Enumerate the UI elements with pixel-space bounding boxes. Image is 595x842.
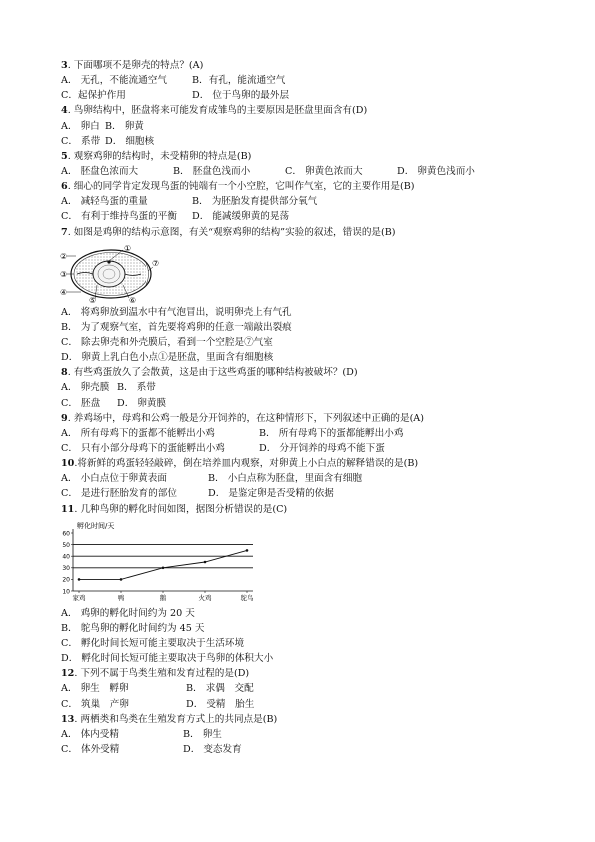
x-tick-label: 鹅 [159, 593, 167, 602]
egg-structure-figure [61, 241, 561, 303]
option-c: C． 胚盘 [61, 397, 101, 409]
question-13-stem [61, 712, 561, 727]
option-a: A． 将鸡卵放到温水中有气泡冒出，说明卵壳上有气孔 [61, 306, 292, 318]
y-tick-label: 20 [62, 576, 70, 584]
question-11-option-d [61, 651, 561, 666]
option-c: C． 筑巢 产卵 [61, 698, 129, 710]
question-number: 6 [61, 181, 68, 193]
question-7-option-b [61, 320, 561, 335]
question-text: . 两栖类和鸟类在生殖发育方式上的共同点是(B) [74, 713, 278, 725]
question-text: . 几种鸟卵的孵化时间如图，据图分析错误的是(C) [74, 503, 288, 515]
option-d: D． 受精 胎生 [186, 698, 255, 710]
question-11-option-a [61, 606, 561, 621]
question-number: 11 [61, 503, 75, 515]
y-tick-label: 50 [62, 541, 70, 549]
option-b: B． 胚盘色浅而小 [173, 165, 251, 177]
option-b: B． 为胚胎发育提供部分氧气 [192, 196, 318, 208]
x-tick-label: 鸭 [117, 593, 125, 602]
question-7-option-a [61, 305, 561, 320]
label-4: ④ [60, 287, 68, 297]
question-7-option-d [61, 350, 561, 365]
question-number: 8 [61, 367, 68, 379]
label-5: ⑤ [89, 295, 97, 305]
x-tick-label: 鸵鸟 [240, 593, 254, 602]
worksheet [61, 58, 561, 757]
option-a: A． 小白点位于卵黄表面 [61, 473, 167, 485]
question-10-stem [61, 456, 561, 471]
y-tick-label: 60 [62, 529, 70, 537]
data-point [120, 578, 123, 581]
option-b: B． 卵生 [183, 728, 222, 740]
question-3-options-ab [61, 73, 561, 88]
option-b: B． 求偶 交配 [186, 683, 254, 695]
option-c: C． 孵化时间长短可能主要取决于生活环境 [61, 637, 245, 649]
label-2: ② [60, 251, 68, 261]
data-point [204, 560, 207, 563]
question-6-options-cd [61, 209, 561, 224]
question-8-options-cd [61, 396, 561, 411]
option-c: C． 卵黄色浓而大 [285, 165, 363, 177]
option-d: D． 分开饲养的母鸡不能下蛋 [259, 442, 385, 454]
question-4-options-cd [61, 134, 561, 149]
label-6: ⑥ [129, 295, 137, 305]
y-tick-label: 30 [62, 564, 70, 572]
question-4-stem [61, 103, 561, 118]
question-text: . 鸟卵结构中，胚盘将来可能发育成雏鸟的主要原因是胚盘里面含有(D) [67, 105, 368, 117]
question-11-option-b [61, 621, 561, 636]
y-tick-label: 10 [62, 587, 70, 595]
y-tick-label: 40 [62, 553, 70, 561]
question-11-stem [61, 502, 561, 517]
question-number: 9 [61, 412, 68, 424]
option-d: D． 位于鸟卵的最外层 [192, 90, 290, 102]
egg-diagram [61, 241, 161, 303]
option-b: B． 为了观察气室，首先要将鸡卵的任意一端敲出裂痕 [61, 321, 292, 333]
question-4-options-ab [61, 119, 561, 134]
option-a: A． 无孔，不能流通空气 [61, 75, 167, 87]
option-a: A． 卵生 孵卵 [61, 683, 129, 695]
chart-title: 孵化时间/天 [77, 521, 115, 530]
question-number: 12 [61, 668, 75, 680]
question-12-stem [61, 666, 561, 681]
question-3-options-cd [61, 88, 561, 103]
option-b: B．有孔，能流通空气 [192, 75, 286, 87]
option-a: A． 胚盘色浓而大 [61, 165, 139, 177]
option-d: D． 卵黄色浅而小 [397, 165, 475, 177]
option-b: B． 鸵鸟卵的孵化时间约为 45 天 [61, 622, 205, 634]
question-11-option-c [61, 636, 561, 651]
question-number: 10 [61, 458, 75, 470]
question-text: . 观察鸡卵的结构时，未受精卵的特点是(B) [67, 150, 252, 162]
option-d: D． 变态发育 [183, 743, 242, 755]
question-7-stem [61, 225, 561, 240]
x-tick-label: 火鸡 [198, 593, 212, 602]
label-3: ③ [60, 269, 68, 279]
option-b: B． 小白点称为胚盘，里面含有细胞 [208, 473, 363, 485]
question-9-options-ab [61, 426, 561, 441]
question-9-options-cd [61, 441, 561, 456]
question-5-options [61, 164, 561, 179]
question-3-stem [61, 58, 561, 73]
option-a: A． 所有母鸡下的蛋都不能孵出小鸡 [61, 427, 215, 439]
option-c: C． 有利于维持鸟蛋的平衡 [61, 211, 177, 223]
option-c: C． 只有小部分母鸡下的蛋能孵出小鸡 [61, 442, 225, 454]
question-text: . 养鸡场中，母鸡和公鸡一般是分开饲养的，在这种情形下，下列叙述中正确的是(A) [67, 412, 424, 424]
question-12-options-cd [61, 697, 561, 712]
option-d: D． 细胞核 [105, 135, 155, 147]
question-text: . 有些鸡蛋放久了会散黄，这是由于这些鸡蛋的哪种结构被破坏？(D) [67, 367, 358, 379]
question-6-stem [61, 179, 561, 194]
option-a: A． 减轻鸟蛋的重量 [61, 196, 148, 208]
question-8-options-ab [61, 380, 561, 395]
question-9-stem [61, 411, 561, 426]
data-point [78, 578, 81, 581]
option-d: D． 孵化时间长短可能主要取决于鸟卵的体积大小 [61, 653, 274, 665]
question-5-stem [61, 149, 561, 164]
question-number: 4 [61, 105, 68, 117]
option-a: A． 卵壳膜 [61, 382, 110, 394]
question-text: .将新鲜的鸡蛋轻轻敲碎，倒在培养皿内观察，对卵黄上小白点的解释错误的是(B) [74, 458, 419, 470]
option-d: D． 卵黄上乳白色小点①是胚盘，里面含有细胞核 [61, 352, 274, 364]
option-b: B． 系带 [117, 382, 156, 394]
question-number: 5 [61, 150, 68, 162]
question-text: . 下面哪项不是卵壳的特点？(A) [67, 60, 204, 71]
option-b: B． 所有母鸡下的蛋都能孵出小鸡 [259, 427, 404, 439]
question-number: 13 [61, 713, 75, 725]
data-point [246, 549, 249, 552]
question-number: 7 [61, 226, 68, 238]
series-line [79, 550, 247, 579]
question-10-options-cd [61, 486, 561, 501]
question-text: . 如图是鸡卵的结构示意图，有关“观察鸡卵的结构”实验的叙述，错误的是(B) [67, 226, 396, 238]
option-d: D． 卵黄膜 [117, 397, 167, 409]
option-c: C． 是进行胚胎发育的部位 [61, 488, 177, 500]
hatching-time-chart [61, 519, 561, 603]
question-13-options-cd [61, 742, 561, 757]
option-c: C． 体外受精 [61, 743, 120, 755]
option-d: D． 能减缓卵黄的晃荡 [192, 211, 290, 223]
data-point [162, 566, 165, 569]
label-1: ① [124, 243, 132, 253]
option-a: A． 体内受精 [61, 728, 119, 740]
question-8-stem [61, 365, 561, 380]
option-c: C．起保护作用 [61, 90, 126, 102]
label-7: ⑦ [152, 258, 160, 268]
option-d: D． 是鉴定卵是否受精的依据 [208, 488, 334, 500]
question-10-options-ab [61, 471, 561, 486]
question-12-options-ab [61, 681, 561, 696]
chart-svg [61, 519, 276, 603]
option-a: A． 卵白 [61, 120, 100, 132]
question-6-options-ab [61, 194, 561, 209]
question-7-option-c [61, 335, 561, 350]
question-text: . 细心的同学肯定发现鸟蛋的钝端有一个小空腔，它叫作气室，它的主要作用是(B) [67, 181, 415, 193]
x-tick-label: 家鸡 [72, 593, 86, 602]
question-text: . 下列不属于鸟类生殖和发育过程的是(D) [74, 668, 250, 680]
option-c: C． 除去卵壳和外壳膜后，看到一个空腔是⑦气室 [61, 336, 273, 348]
question-13-options-ab [61, 727, 561, 742]
option-c: C． 系带 [61, 135, 101, 147]
option-a: A． 鸡卵的孵化时间约为 20 天 [61, 607, 195, 619]
question-number: 3 [61, 60, 68, 71]
option-b: B． 卵黄 [105, 120, 144, 132]
